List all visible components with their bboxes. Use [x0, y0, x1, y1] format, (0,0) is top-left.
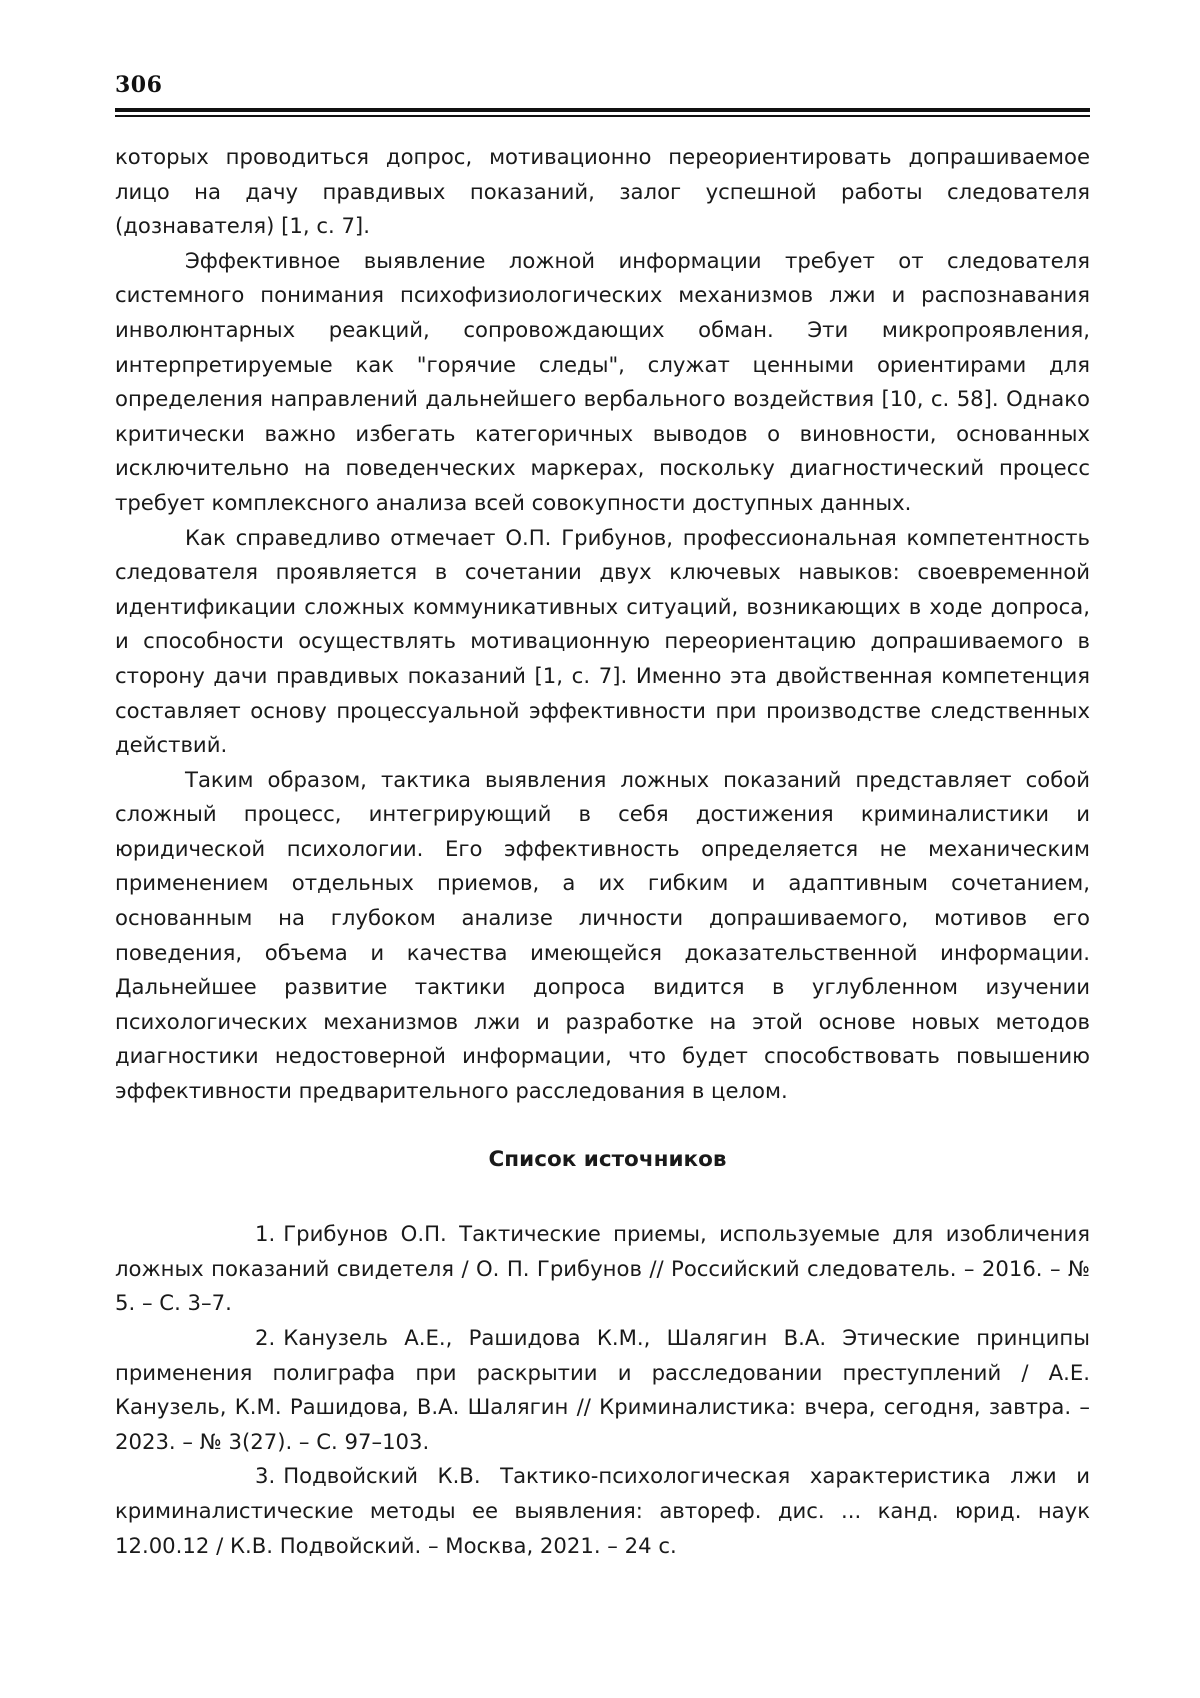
reference-text: Канузель А.Е., Рашидова К.М., Шалягин В.А. Этические принципы применения полиграфа при раскрытии и расследовании преступлений / А.Е. Канузель, К.М. Рашидова, В.А. Шалягин // Криминалистика: вчера, сегодня, завтра. – 2023. – № 3(27). – С. 97–103.	[115, 1325, 1090, 1454]
paragraph-continuation: которых проводиться допрос, мотивационно переориентировать допрашиваемое лицо на дачу правдивых показаний, залог успешной работы следователя (дознавателя) [1, с. 7].	[115, 144, 1090, 239]
header-rule-thin	[115, 115, 1090, 117]
reference-number: 3.	[255, 1463, 276, 1489]
reference-text: Грибунов О.П. Тактические приемы, используемые для изобличения ложных показаний свидетеля / О. П. Грибунов // Российский следователь. – 2016. – № 5. – С. 3–7.	[115, 1221, 1090, 1316]
paragraph: Как справедливо отмечает О.П. Грибунов, профессиональная компетентность следователя проявляется в сочетании двух ключевых навыков: своевременной идентификации сложных коммуникативных ситуаций, возникающих в ходе допроса, и способности осуществлять мотивационную переориентацию допрашиваемого в сторону дачи правдивых показаний [1, с. 7]. Именно эта двойственная компетенция составляет основу процессуальной эффективности при производстве следственных действий.	[115, 524, 1090, 758]
page-number: 306	[115, 72, 163, 98]
reference-number: 1.	[255, 1221, 276, 1247]
body-text	[115, 140, 1090, 1563]
reference-item	[115, 1459, 1090, 1563]
header-rule-thick	[115, 108, 1090, 112]
paragraph: Таким образом, тактика выявления ложных показаний представляет собой сложный процесс, интегрирующий в себя достижения криминалистики и юридической психологии. Его эффективность определяется не механическим применением отдельных приемов, а их гибким и адаптивным сочетанием, основанным на глубоком анализе личности допрашиваемого, мотивов его поведения, объема и качества имеющейся доказательственной информации. Дальнейшее развитие тактики допроса видится в углубленном изучении психологических механизмов лжи и разработке на этой основе новых методов диагностики недостоверной информации, что будет способствовать повышению эффективности предварительного расследования в целом.	[115, 766, 1090, 1104]
reference-number: 2.	[255, 1325, 276, 1350]
header-rule	[115, 108, 1090, 117]
reference-item	[115, 1321, 1090, 1459]
references-title: Список источников	[488, 1146, 727, 1172]
reference-text: Подвойский К.В. Тактико-психологическая характеристика лжи и криминалистические методы ее выявления: автореф. дис. ... канд. юрид. наук 12.00.12 / К.В. Подвойский. – Москва, 2021. – 24 с.	[115, 1463, 1090, 1558]
reference-item	[115, 1217, 1090, 1321]
paragraph: Эффективное выявление ложной информации требует от следователя системного понимания психофизиологических механизмов лжи и распознавания инволюнтарных реакций, сопровождающих обман. Эти микропроявления, интерпретируемые как "горячие следы", служат ценными ориентирами для определения направлений дальнейшего вербального воздействия [10, с. 58]. Однако критически важно избегать категоричных выводов о виновности, основанных исключительно на поведенческих маркерах, поскольку диагностический процесс требует комплексного анализа всей совокупности доступных данных.	[115, 247, 1090, 515]
